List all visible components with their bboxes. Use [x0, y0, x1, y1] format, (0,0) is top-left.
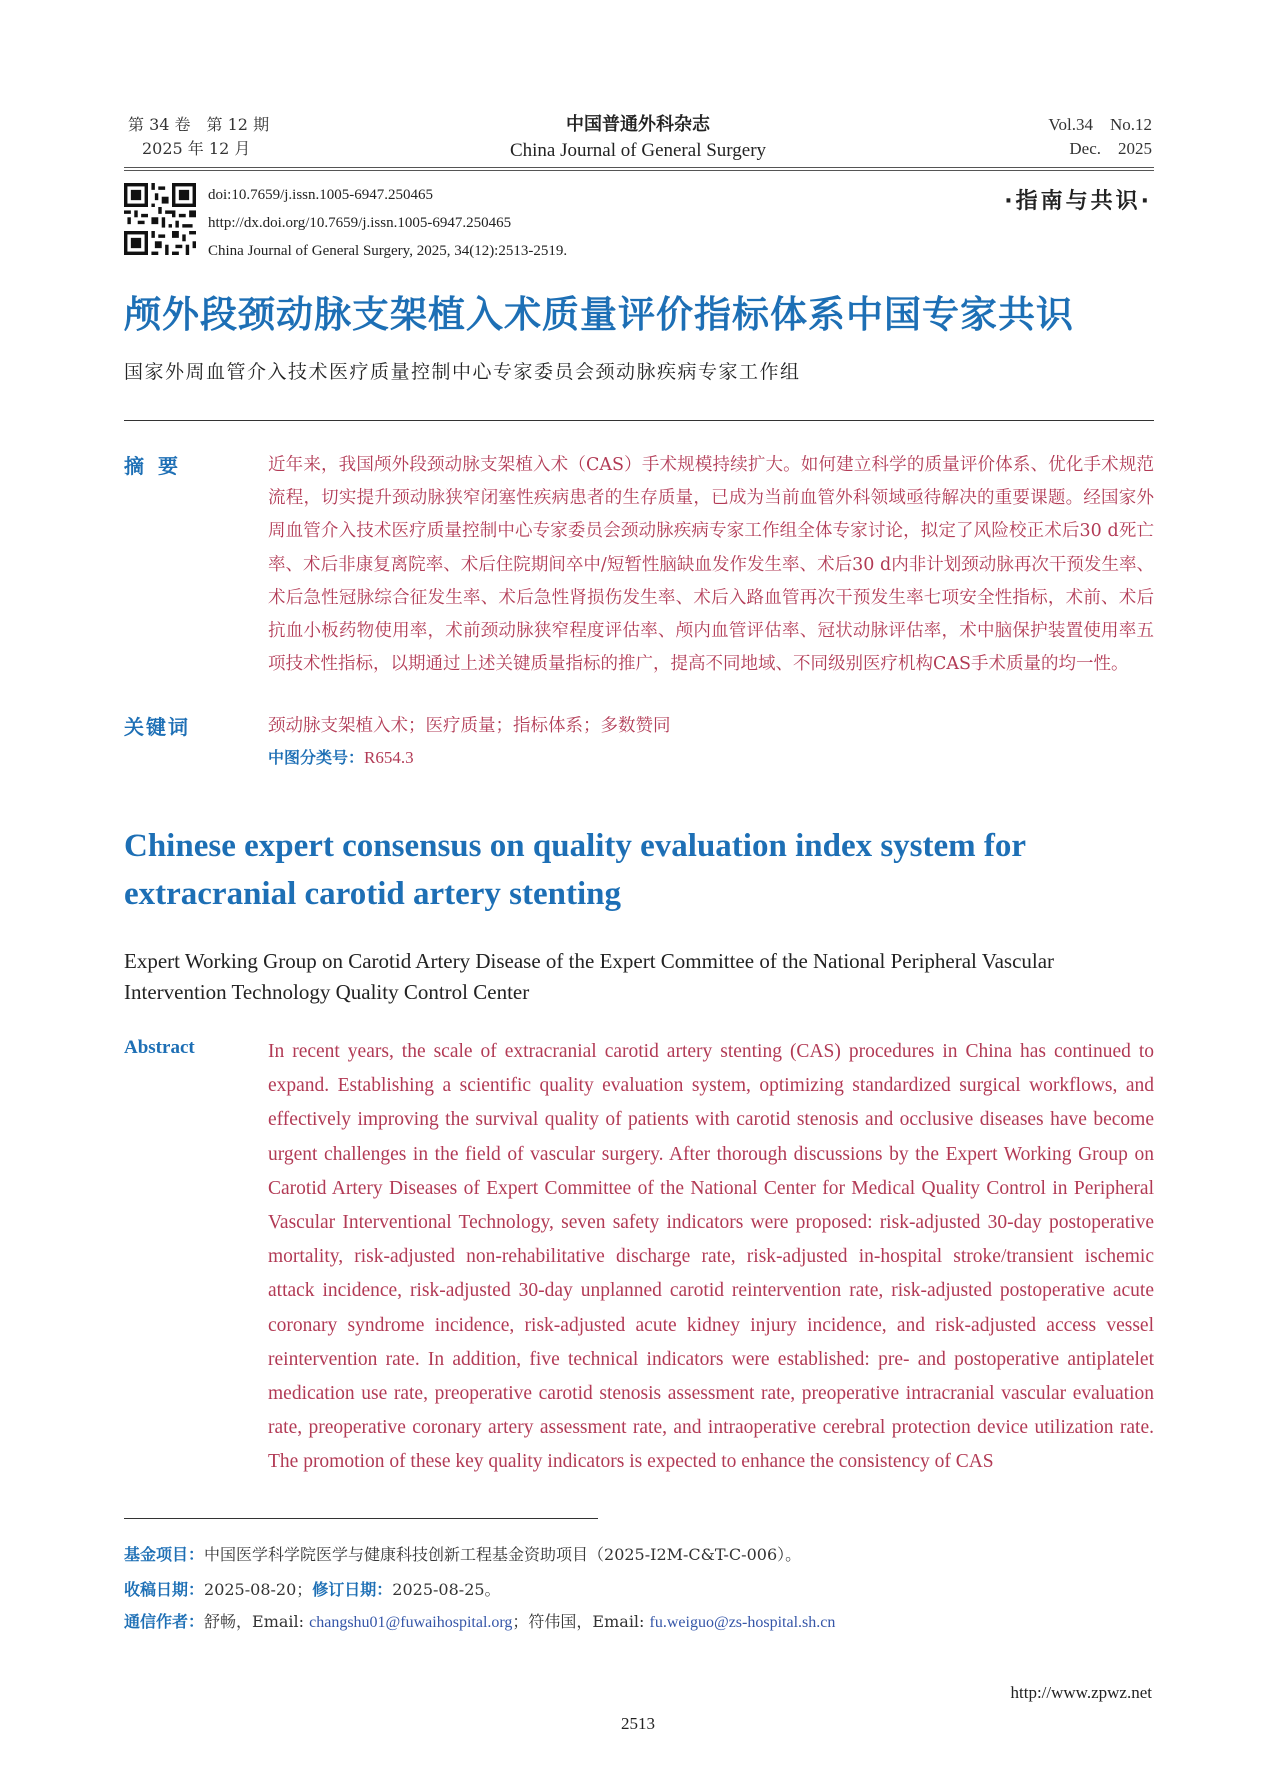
received-label: 收稿日期：: [124, 1580, 205, 1599]
corr-author-2: ；符伟国，Email:: [512, 1612, 650, 1631]
revised-value: 2025-08-25。: [392, 1580, 501, 1599]
classification-label: 中图分类号：: [268, 748, 365, 767]
classification-value: R654.3: [364, 748, 414, 767]
abstract-label-en: Abstract: [124, 1037, 195, 1058]
corr-author-1: 舒畅，Email:: [204, 1612, 310, 1631]
authors-cn: 国家外周血管介入技术医疗质量控制中心专家委员会颈动脉疾病专家工作组: [124, 361, 801, 383]
revised-label: 修订日期：: [312, 1580, 393, 1599]
footnote-rule: [124, 1518, 598, 1519]
abstract-label-cn: 摘要: [124, 454, 192, 478]
journal-name-en: China Journal of General Surgery: [509, 140, 767, 161]
fund-label: 基金项目：: [124, 1545, 205, 1564]
corr-email-2-link[interactable]: fu.weiguo@zs-hospital.sh.cn: [649, 1614, 836, 1631]
article-title-en: Chinese expert consensus on quality evaluation index system for extracranial carotid artery stenting: [124, 828, 1026, 912]
header-volume-en: [1048, 113, 1152, 161]
qr-code-icon: [124, 183, 196, 255]
doi-block: [208, 181, 567, 265]
footnote-correspondence: [124, 1609, 835, 1632]
footnote-fund: [124, 1542, 801, 1565]
received-value: 2025-08-20；: [204, 1580, 313, 1599]
keywords-label-cn: 关键词: [124, 715, 190, 739]
classification-number: [268, 745, 414, 768]
article-title-cn: 颅外段颈动脉支架植入术质量评价指标体系中国专家共识: [124, 293, 1074, 336]
header-rule: [124, 167, 1154, 168]
journal-website-link[interactable]: http://www.zpwz.net: [1010, 1683, 1152, 1702]
footnote-dates: [124, 1577, 501, 1600]
corr-label: 通信作者：: [124, 1612, 205, 1631]
abstract-text-en: In recent years, the scale of extracranial carotid artery stenting (CAS) procedures in China has continued to expand. Establishing a scientific quality evaluation system, optimizing standardized surgical workflows, and effectively improving the survival quality of patients with carotid stenosis and occlusive diseases have become urgent challenges in the field of vascular surgery. After thorough discussions by the Expert Working Group on Carotid Artery Diseases of Expert Committee of the National Center for Medical Quality Control in Peripheral Vascular Interventional Technology, seven safety indicators were proposed: risk-adjusted 30-day postoperative mortality, risk-adjusted non-rehabilitative discharge rate, risk-adjusted in-hospital stroke/transient ischemic attack incidence, risk-adjusted 30-day unplanned carotid reintervention rate, risk-adjusted postoperative acute coronary syndrome incidence, risk-adjusted acute kidney injury incidence, and risk-adjusted access vessel reintervention rate. In addition, five technical indicators were established: pre- and postoperative antiplatelet medication use rate, preoperative carotid stenosis assessment rate, preoperative intracranial vascular evaluation rate, preoperative coronary artery assessment rate, and intraoperative cerebral protection device utilization rate. The promotion of these key quality indicators is expected to enhance the consistency of CAS: [268, 1041, 1154, 1473]
doi-text: doi:10.7659/j.issn.1005-6947.250465: [208, 187, 434, 203]
header-rule-second: [124, 170, 1154, 171]
authors-en: Expert Working Group on Carotid Artery Disease of the Expert Committee of the National Peripheral Vascular Intervention Technology Quality Control Center: [124, 949, 1055, 1004]
section-tag: ·指南与共识·: [1004, 189, 1152, 214]
header-date-cn: 2025 年 12 月: [142, 139, 251, 158]
abstract-text-cn: 近年来，我国颅外段颈动脉支架植入术（CAS）手术规模持续扩大。如何建立科学的质量评价体系、优化手术规范流程，切实提升颈动脉狭窄闭塞性疾病患者的生存质量，已成为当前血管外科领域亟待解决的重要课题。经国家外周血管介入技术医疗质量控制中心专家委员会颈动脉疾病专家工作组全体专家讨论，拟定了风险校正术后30 d死亡率、术后非康复离院率、术后住院期间卒中/短暂性脑缺血发作发生率、术后30 d内非计划颈动脉再次干预发生率、术后急性冠脉综合征发生率、术后急性肾损伤发生率、术后入路血管再次干预发生率七项安全性指标，术前、术后抗血小板药物使用率，术前颈动脉狭窄程度评估率、颅内血管评估率、冠状动脉评估率，术中脑保护装置使用率五项技术性指标，以期通过上述关键质量指标的推广，提高不同地域、不同级别医疗机构CAS手术质量的均一性。: [268, 455, 1154, 675]
page-number: 2513: [621, 1714, 655, 1733]
journal-name-cn: 中国普通外科杂志: [566, 114, 710, 135]
header-date-en: Dec. 2025: [1069, 139, 1152, 158]
citation-text: China Journal of General Surgery, 2025, 34(12):2513-2519.: [208, 243, 568, 259]
fund-text: 中国医学科学院医学与健康科技创新工程基金资助项目（2025-I2M-C&T-C-006）。: [204, 1545, 802, 1564]
corr-email-1-link[interactable]: changshu01@fuwaihospital.org: [309, 1614, 513, 1631]
title-divider: [124, 420, 1154, 421]
keywords-text-cn: 颈动脉支架植入术；医疗质量；指标体系；多数赞同: [268, 716, 671, 736]
header-vol-issue-cn: 第 34 卷 第 12 期: [128, 115, 270, 134]
doi-url-link[interactable]: http://dx.doi.org/10.7659/j.issn.1005-6947.250465: [208, 215, 512, 231]
header-vol-issue-en: Vol.34 No.12: [1048, 115, 1152, 134]
